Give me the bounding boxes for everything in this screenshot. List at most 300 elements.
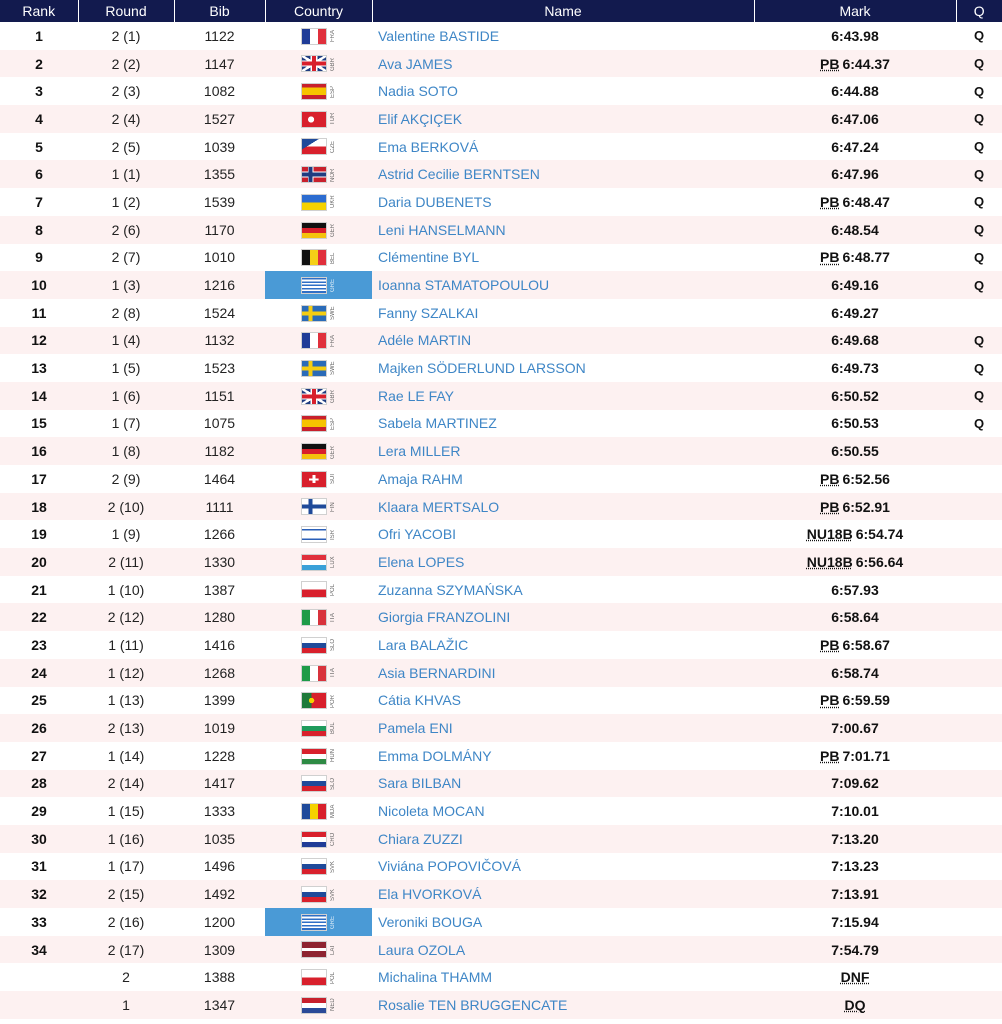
name-cell xyxy=(372,160,754,188)
table-row xyxy=(0,437,1002,465)
flag-icon xyxy=(301,692,327,709)
qualifier-cell xyxy=(956,603,1002,631)
qualifier-cell xyxy=(956,714,1002,742)
athlete-link[interactable]: Adéle MARTIN xyxy=(378,332,472,349)
name-cell xyxy=(372,908,754,936)
qualifier-cell xyxy=(956,299,1002,327)
table-row xyxy=(0,659,1002,687)
mark-value: 6:48.77 xyxy=(842,249,890,266)
qualifier-cell: Q xyxy=(973,415,985,431)
round-cell: 2 (15) xyxy=(107,886,145,903)
round-cell: 2 (13) xyxy=(107,720,145,737)
mark-value: 6:47.06 xyxy=(831,110,879,127)
bib-cell: 1082 xyxy=(203,83,236,100)
flag-icon xyxy=(301,471,327,488)
record-badge[interactable]: PB xyxy=(820,498,840,515)
bib-cell: 1464 xyxy=(203,470,236,487)
flag-icon xyxy=(301,914,327,931)
mark-cell xyxy=(754,797,956,825)
mark-value: 6:50.53 xyxy=(831,415,879,432)
mark-value: 7:10.01 xyxy=(831,803,879,820)
country-code: SWE xyxy=(330,306,336,320)
athlete-link[interactable]: Elena LOPES xyxy=(378,553,465,570)
athlete-link[interactable]: Rosalie TEN BRUGGENCATE xyxy=(378,996,568,1013)
athlete-link[interactable]: Amaja RAHM xyxy=(378,470,463,487)
flag-icon xyxy=(301,332,327,349)
country-code: GER xyxy=(330,445,336,459)
round-cell: 2 (9) xyxy=(111,470,141,487)
flag-icon xyxy=(301,111,327,128)
mark-cell xyxy=(754,603,956,631)
record-badge[interactable]: PB xyxy=(820,470,840,487)
bib-cell: 1147 xyxy=(204,55,235,72)
qualifier-cell xyxy=(956,853,1002,881)
qualifier-cell xyxy=(956,520,1002,548)
mark-cell xyxy=(754,299,956,327)
athlete-link[interactable]: Emma DOLMÁNY xyxy=(378,747,492,764)
table-row xyxy=(0,271,1002,299)
rank-cell: 12 xyxy=(31,332,47,349)
rank-cell: 34 xyxy=(31,941,47,958)
athlete-link[interactable]: Laura OZOLA xyxy=(378,941,466,958)
record-badge[interactable]: PB xyxy=(820,747,840,764)
name-cell xyxy=(372,77,754,105)
country-code: POL xyxy=(330,971,336,984)
country-cell xyxy=(265,714,372,742)
flag-icon xyxy=(301,803,327,820)
mark-value: 6:48.47 xyxy=(842,193,890,210)
country-cell xyxy=(265,77,372,105)
mark-cell xyxy=(754,825,956,853)
mark-cell xyxy=(754,659,956,687)
athlete-link[interactable]: Klaara MERTSALO xyxy=(378,498,500,515)
name-cell xyxy=(372,714,754,742)
table-row xyxy=(0,216,1002,244)
round-cell: 1 (12) xyxy=(107,664,145,681)
table-row xyxy=(0,963,1002,991)
country-cell xyxy=(265,825,372,853)
name-cell xyxy=(372,188,754,216)
name-cell xyxy=(372,437,754,465)
bib-cell: 1523 xyxy=(203,360,236,377)
flag-icon xyxy=(301,581,327,598)
mark-value: 6:50.52 xyxy=(831,387,879,404)
athlete-link[interactable]: Nicoleta MOCAN xyxy=(378,803,485,820)
mark-cell xyxy=(754,770,956,798)
athlete-link[interactable]: Lara BALAŽIC xyxy=(378,636,469,653)
qualifier-cell xyxy=(956,576,1002,604)
country-code: POL xyxy=(330,583,336,596)
header-round[interactable]: Round xyxy=(78,0,174,22)
mark-cell xyxy=(754,714,956,742)
table-row xyxy=(0,853,1002,881)
table-row xyxy=(0,603,1002,631)
flag-icon xyxy=(301,194,327,211)
qualifier-cell: Q xyxy=(973,56,985,72)
rank-cell: 20 xyxy=(31,553,47,570)
record-badge[interactable]: PB xyxy=(820,249,840,266)
qualifier-cell xyxy=(956,936,1002,964)
athlete-link[interactable]: Nadia SOTO xyxy=(378,83,458,100)
qualifier-cell: Q xyxy=(973,83,985,99)
country-cell xyxy=(265,493,372,521)
name-cell xyxy=(372,493,754,521)
country-code: GRE xyxy=(330,278,336,292)
qualifier-cell: Q xyxy=(973,28,985,44)
athlete-link[interactable]: Ela HVORKOVÁ xyxy=(378,886,482,903)
flag-icon xyxy=(301,969,327,986)
athlete-link[interactable]: Astrid Cecilie BERNTSEN xyxy=(378,166,540,183)
mark-value: 7:54.79 xyxy=(831,941,879,958)
rank-cell: 15 xyxy=(31,415,47,432)
athlete-link[interactable]: Ioanna STAMATOPOULOU xyxy=(378,277,550,294)
athlete-link[interactable]: Asia BERNARDINI xyxy=(378,664,496,681)
table-row xyxy=(0,631,1002,659)
athlete-link[interactable]: Giorgia FRANZOLINI xyxy=(378,609,511,626)
rank-cell: 14 xyxy=(31,387,47,404)
round-cell: 1 (9) xyxy=(111,526,141,543)
name-cell xyxy=(372,22,754,50)
qualifier-cell xyxy=(956,742,1002,770)
flag-icon xyxy=(301,637,327,654)
rank-cell: 27 xyxy=(31,747,47,764)
country-cell xyxy=(265,603,372,631)
bib-cell: 1527 xyxy=(203,110,236,127)
mark-value: 6:57.93 xyxy=(831,581,879,598)
table-row xyxy=(0,548,1002,576)
qualifier-cell xyxy=(956,659,1002,687)
round-cell: 1 (16) xyxy=(107,830,145,847)
mark-value: 6:58.64 xyxy=(831,609,879,626)
mark-cell xyxy=(754,687,956,715)
header-q[interactable]: Q xyxy=(956,0,1002,22)
record-badge[interactable]: PB xyxy=(820,55,840,72)
name-cell xyxy=(372,631,754,659)
round-cell: 1 (8) xyxy=(111,443,141,460)
athlete-link[interactable]: Rae LE FAY xyxy=(378,387,455,404)
country-cell xyxy=(265,991,372,1019)
table-body xyxy=(0,22,1002,1019)
qualifier-cell xyxy=(956,631,1002,659)
country-cell xyxy=(265,216,372,244)
table-row xyxy=(0,825,1002,853)
country-code: SLO xyxy=(330,777,336,790)
mark-cell xyxy=(754,382,956,410)
country-cell xyxy=(265,271,372,299)
country-cell xyxy=(265,631,372,659)
flag-icon xyxy=(301,720,327,737)
rank-cell: 17 xyxy=(31,470,47,487)
mark-value: 6:54.74 xyxy=(855,526,904,543)
round-cell: 2 (10) xyxy=(107,498,145,515)
table-row xyxy=(0,742,1002,770)
country-cell xyxy=(265,659,372,687)
country-code: FIN xyxy=(330,502,336,512)
table-row xyxy=(0,77,1002,105)
rank-cell: 10 xyxy=(31,277,47,294)
athlete-link[interactable]: Sara BILBAN xyxy=(378,775,462,792)
country-cell xyxy=(265,548,372,576)
athlete-link[interactable]: Viviána POPOVIČOVÁ xyxy=(378,858,521,875)
country-cell xyxy=(265,853,372,881)
rank-cell: 24 xyxy=(31,664,47,681)
table-row xyxy=(0,797,1002,825)
mark-value: 6:47.24 xyxy=(831,138,879,155)
athlete-link[interactable]: Sabela MARTINEZ xyxy=(378,415,497,432)
mark-value: 6:58.74 xyxy=(831,664,879,681)
qualifier-cell xyxy=(956,437,1002,465)
mark-value: 6:58.67 xyxy=(842,636,890,653)
round-cell: 1 (14) xyxy=(107,747,145,764)
mark-cell xyxy=(754,742,956,770)
bib-cell: 1333 xyxy=(203,803,236,820)
rank-cell: 22 xyxy=(31,609,47,626)
mark-cell xyxy=(754,991,956,1019)
table-row xyxy=(0,133,1002,161)
athlete-link[interactable]: Pamela ENI xyxy=(378,720,453,737)
rank-cell: 4 xyxy=(35,110,43,127)
mark-value: 6:56.64 xyxy=(855,553,904,570)
mark-value: 7:00.67 xyxy=(831,720,879,737)
bib-cell: 1417 xyxy=(203,775,236,792)
country-code: UKR xyxy=(330,196,336,209)
country-code: CRO xyxy=(330,832,336,846)
mark-cell xyxy=(754,354,956,382)
athlete-link[interactable]: Ofri YACOBI xyxy=(378,526,457,543)
flag-icon xyxy=(301,858,327,875)
name-cell xyxy=(372,603,754,631)
athlete-link[interactable]: Clémentine BYL xyxy=(378,249,480,266)
flag-icon xyxy=(301,665,327,682)
header-bib[interactable]: Bib xyxy=(174,0,265,22)
name-cell xyxy=(372,354,754,382)
name-cell xyxy=(372,936,754,964)
name-cell xyxy=(372,880,754,908)
country-code: SVK xyxy=(330,860,336,873)
country-cell xyxy=(265,22,372,50)
bib-cell: 1524 xyxy=(203,304,236,321)
athlete-link[interactable]: Ema BERKOVÁ xyxy=(378,138,479,155)
country-cell xyxy=(265,410,372,438)
bib-cell: 1399 xyxy=(203,692,236,709)
round-cell: 2 (7) xyxy=(111,249,141,266)
country-code: MDA xyxy=(330,804,336,819)
bib-cell: 1387 xyxy=(203,581,236,598)
name-cell xyxy=(372,742,754,770)
mark-cell xyxy=(754,188,956,216)
country-cell xyxy=(265,188,372,216)
table-row xyxy=(0,465,1002,493)
table-row xyxy=(0,770,1002,798)
athlete-link[interactable]: Daria DUBENETS xyxy=(378,193,492,210)
name-cell xyxy=(372,50,754,78)
flag-icon xyxy=(301,748,327,765)
rank-cell: 1 xyxy=(35,27,43,44)
country-code: BEL xyxy=(330,252,336,264)
name-cell xyxy=(372,244,754,272)
country-cell xyxy=(265,437,372,465)
header-rank[interactable]: Rank xyxy=(0,0,78,22)
country-cell xyxy=(265,797,372,825)
mark-value: DNF xyxy=(840,969,870,986)
name-cell xyxy=(372,770,754,798)
bib-cell: 1170 xyxy=(204,221,235,238)
country-code: FRA xyxy=(330,334,336,347)
bib-cell: 1075 xyxy=(203,415,236,432)
mark-cell xyxy=(754,77,956,105)
athlete-link[interactable]: Michalina THAMM xyxy=(378,969,493,986)
header-country[interactable]: Country xyxy=(265,0,372,22)
table-row xyxy=(0,382,1002,410)
record-badge[interactable]: NU18B xyxy=(806,553,853,570)
table-row xyxy=(0,520,1002,548)
round-cell: 2 (17) xyxy=(107,941,145,958)
table-header xyxy=(0,0,1002,22)
country-code: CZE xyxy=(330,140,336,153)
table-row xyxy=(0,576,1002,604)
table-row xyxy=(0,936,1002,964)
flag-icon xyxy=(301,222,327,239)
country-cell xyxy=(265,354,372,382)
record-badge[interactable]: NU18B xyxy=(806,526,853,543)
mark-cell xyxy=(754,880,956,908)
country-cell xyxy=(265,50,372,78)
qualifier-cell xyxy=(956,825,1002,853)
athlete-link[interactable]: Fanny SZALKAI xyxy=(378,304,479,321)
table-row xyxy=(0,244,1002,272)
qualifier-cell: Q xyxy=(973,277,985,293)
mark-value: 6:43.98 xyxy=(831,27,879,44)
rank-cell: 30 xyxy=(31,830,47,847)
rank-cell: 21 xyxy=(31,581,47,598)
flag-icon xyxy=(301,83,327,100)
mark-cell xyxy=(754,465,956,493)
flag-icon xyxy=(301,526,327,543)
qualifier-cell: Q xyxy=(973,360,985,376)
athlete-link[interactable]: Leni HANSELMANN xyxy=(378,221,506,238)
country-cell xyxy=(265,576,372,604)
mark-cell xyxy=(754,271,956,299)
flag-icon xyxy=(301,277,327,294)
bib-cell: 1309 xyxy=(203,941,236,958)
athlete-link[interactable]: Majken SÖDERLUND LARSSON xyxy=(378,360,586,377)
flag-icon xyxy=(301,415,327,432)
round-cell: 1 (3) xyxy=(111,277,141,294)
round-cell: 1 xyxy=(122,996,130,1013)
rank-cell: 13 xyxy=(31,360,47,377)
bib-cell: 1035 xyxy=(203,830,236,847)
round-cell: 1 (1) xyxy=(111,166,141,183)
rank-cell: 7 xyxy=(35,193,43,210)
country-code: LUX xyxy=(330,556,336,569)
name-cell xyxy=(372,853,754,881)
country-code: FRA xyxy=(330,30,336,43)
round-cell: 1 (2) xyxy=(111,193,141,210)
athlete-link[interactable]: Valentine BASTIDE xyxy=(378,27,500,44)
mark-value: 7:09.62 xyxy=(831,775,879,792)
table-row xyxy=(0,354,1002,382)
athlete-link[interactable]: Cátia KHVAS xyxy=(378,692,461,709)
rank-cell: 16 xyxy=(31,443,47,460)
record-badge[interactable]: PB xyxy=(820,692,840,709)
qualifier-cell: Q xyxy=(973,139,985,155)
rank-cell: 26 xyxy=(31,720,47,737)
name-cell xyxy=(372,659,754,687)
mark-value: DQ xyxy=(844,996,866,1013)
round-cell: 2 (4) xyxy=(111,110,141,127)
country-cell xyxy=(265,880,372,908)
rank-cell: 3 xyxy=(35,83,43,100)
header-mark[interactable]: Mark xyxy=(754,0,956,22)
athlete-link[interactable]: Veroniki BOUGA xyxy=(378,913,483,930)
mark-cell xyxy=(754,160,956,188)
country-cell xyxy=(265,963,372,991)
qualifier-cell xyxy=(956,493,1002,521)
name-cell xyxy=(372,991,754,1019)
mark-value: 6:49.73 xyxy=(831,360,879,377)
round-cell: 2 (8) xyxy=(111,304,141,321)
country-cell xyxy=(265,742,372,770)
mark-cell xyxy=(754,493,956,521)
flag-icon xyxy=(301,305,327,322)
rank-cell: 8 xyxy=(35,221,43,238)
mark-value: 6:48.54 xyxy=(831,221,879,238)
round-cell: 2 xyxy=(122,969,130,986)
qualifier-cell: Q xyxy=(973,388,985,404)
record-badge[interactable]: PB xyxy=(820,193,840,210)
athlete-link[interactable]: Chiara ZUZZI xyxy=(378,830,463,847)
record-badge[interactable]: PB xyxy=(820,636,840,653)
country-cell xyxy=(265,299,372,327)
rank-cell: 33 xyxy=(31,913,47,930)
country-code: GRE xyxy=(330,915,336,929)
rank-cell: 23 xyxy=(31,636,47,653)
country-code: ESP xyxy=(330,417,336,430)
round-cell: 2 (11) xyxy=(108,553,144,570)
table-row xyxy=(0,50,1002,78)
rank-cell xyxy=(0,963,78,991)
round-cell: 1 (5) xyxy=(111,360,141,377)
athlete-link[interactable]: Zuzanna SZYMAŃSKA xyxy=(378,581,523,598)
header-name[interactable]: Name xyxy=(372,0,754,22)
flag-icon xyxy=(301,997,327,1014)
country-code: GBR xyxy=(330,389,336,403)
flag-icon xyxy=(301,388,327,405)
country-code: BUL xyxy=(330,722,336,735)
mark-value: 6:49.27 xyxy=(831,304,879,321)
qualifier-cell xyxy=(956,963,1002,991)
athlete-link[interactable]: Elif AKÇIÇEK xyxy=(378,110,463,127)
mark-value: 6:49.16 xyxy=(831,277,879,294)
table-row xyxy=(0,299,1002,327)
country-code: ISR xyxy=(330,529,336,540)
mark-value: 6:50.55 xyxy=(831,443,879,460)
flag-icon xyxy=(301,941,327,958)
rank-cell: 19 xyxy=(31,526,47,543)
mark-cell xyxy=(754,853,956,881)
athlete-link[interactable]: Lera MILLER xyxy=(378,443,461,460)
mark-value: 7:15.94 xyxy=(831,913,879,930)
country-code: SWE xyxy=(330,361,336,376)
country-code: NOR xyxy=(330,168,336,182)
round-cell: 1 (6) xyxy=(111,387,141,404)
round-cell: 2 (6) xyxy=(111,221,141,238)
mark-cell xyxy=(754,548,956,576)
round-cell: 1 (17) xyxy=(107,858,145,875)
athlete-link[interactable]: Ava JAMES xyxy=(378,55,453,72)
mark-cell xyxy=(754,576,956,604)
mark-value: 6:44.37 xyxy=(842,55,890,72)
